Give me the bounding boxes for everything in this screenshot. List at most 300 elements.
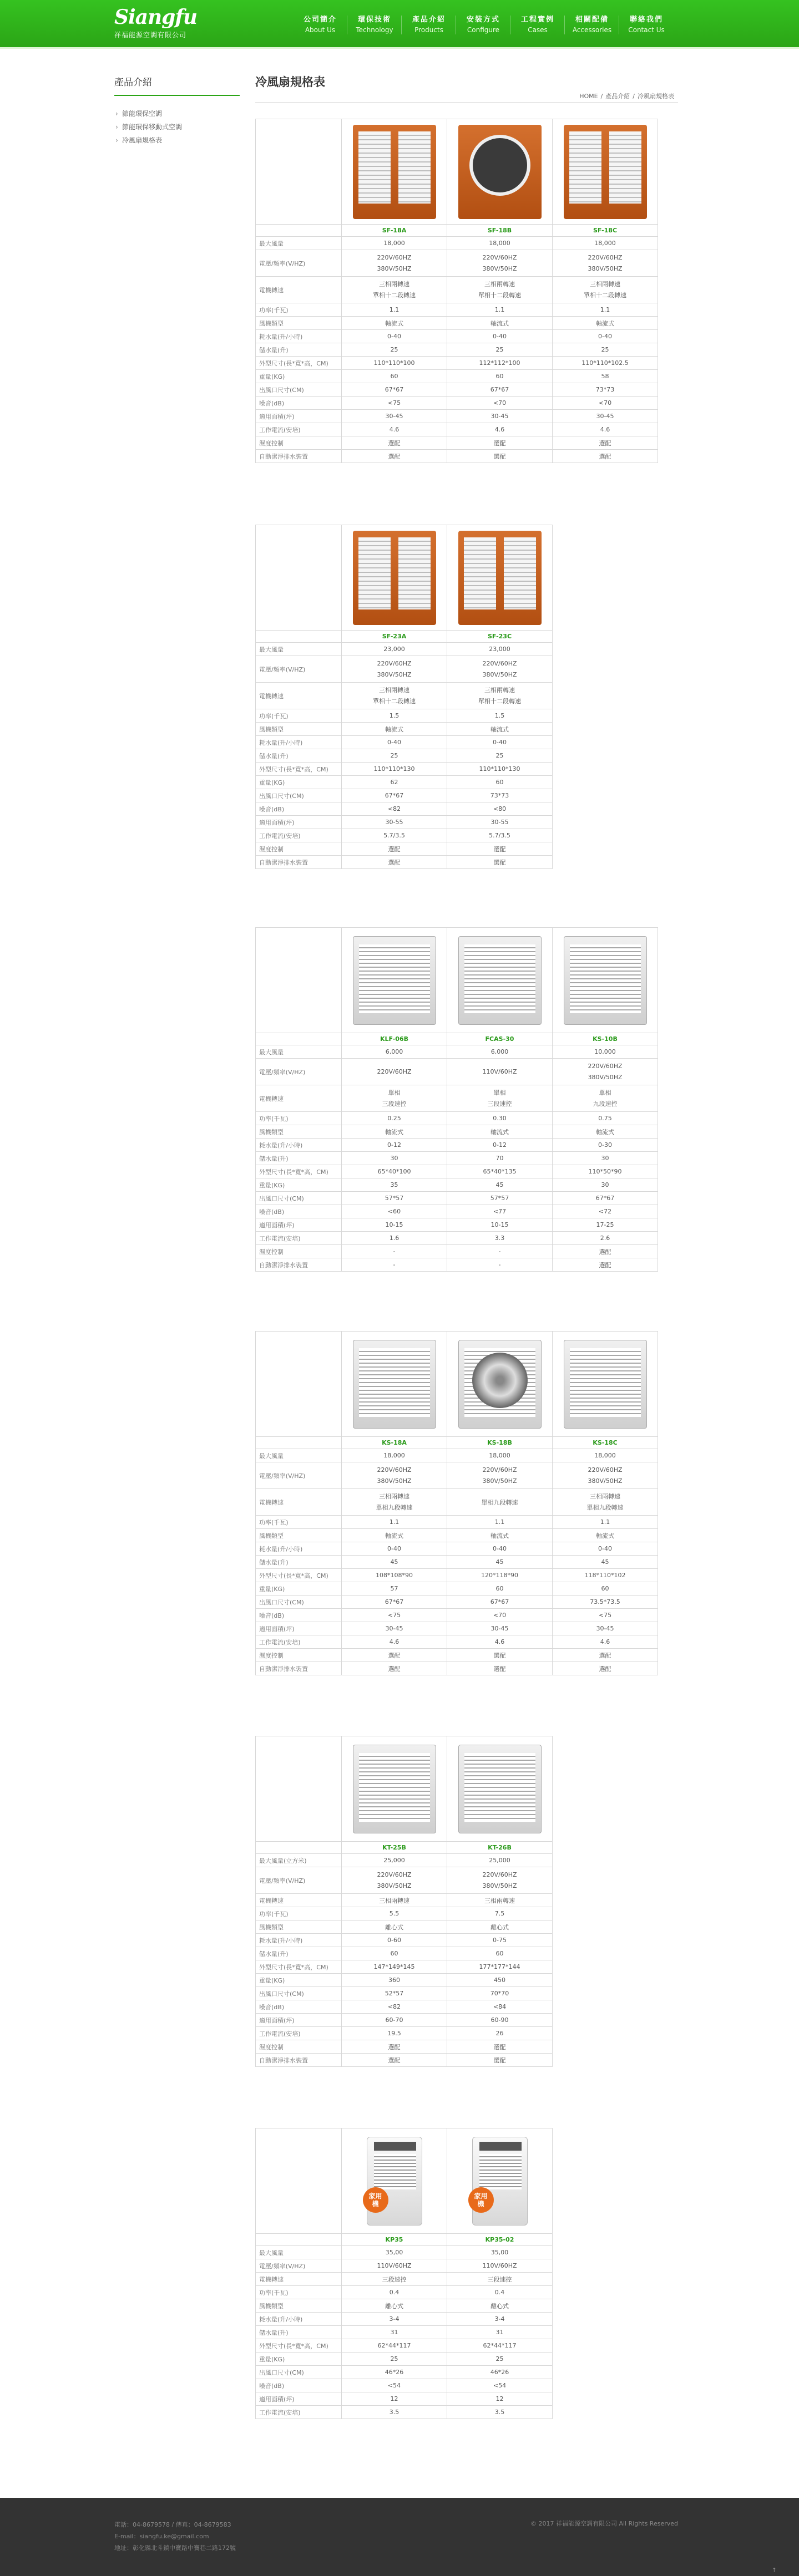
spec-label: 外型尺寸(長*寬*高，CM) (256, 1165, 342, 1178)
sidebar-title: 產品介紹 (114, 74, 240, 96)
spec-value-line: 380V/50HZ (377, 1882, 412, 1889)
spec-value-line: 三相兩轉速 (484, 686, 515, 694)
spec-value: 1.6 (342, 1232, 447, 1245)
spec-value: 60-90 (447, 2014, 553, 2027)
site-header (0, 0, 799, 49)
spec-corner-cell (256, 2128, 342, 2234)
breadcrumb-home[interactable]: HOME (579, 93, 598, 100)
spec-value: 67*67 (553, 1192, 658, 1205)
spec-value: <82 (342, 802, 447, 816)
spec-label: 重量(KG) (256, 2353, 342, 2366)
spec-label: 功率(千瓦) (256, 2286, 342, 2299)
nav-label-en: Cases (528, 26, 548, 34)
spec-corner-cell (256, 928, 342, 1033)
spec-value: 23,000 (447, 643, 553, 656)
spec-row (256, 842, 553, 856)
spec-value: 110*110*130 (447, 763, 553, 776)
spec-label: 最大風量 (256, 1449, 342, 1462)
spec-value: 45 (553, 1556, 658, 1569)
model-name: KS-10B (553, 1033, 658, 1045)
product-image (458, 936, 542, 1025)
spec-value (447, 277, 553, 303)
spec-row (256, 856, 553, 869)
spec-value (553, 1059, 658, 1085)
spec-value: 46*26 (447, 2366, 553, 2379)
sidebar-item-mobile-ac[interactable]: › 節能環保移動式空調 (114, 120, 240, 134)
spec-value (342, 277, 447, 303)
spec-value: 選配 (447, 1662, 553, 1675)
spec-value-line: 單相 (388, 1089, 401, 1096)
spec-value (447, 656, 553, 683)
spec-label: 風機類型 (256, 1529, 342, 1542)
spec-label: 自動潔淨排水裝置 (256, 1258, 342, 1272)
spec-value: 軸流式 (447, 1125, 553, 1139)
spec-value: 選配 (447, 2054, 553, 2067)
spec-row (256, 2273, 553, 2286)
spec-value: 19.5 (342, 2027, 447, 2040)
spec-label: 外型尺寸(長*寬*高，CM) (256, 763, 342, 776)
spec-row (256, 2286, 553, 2299)
spec-row (256, 370, 658, 383)
spec-corner-cell (256, 1437, 342, 1449)
spec-table (255, 2128, 553, 2419)
model-name: KS-18C (553, 1437, 658, 1449)
spec-label: 濕度控制 (256, 842, 342, 856)
spec-value (553, 277, 658, 303)
spec-label: 噪音(dB) (256, 397, 342, 410)
spec-label: 電機轉速 (256, 2273, 342, 2286)
spec-value: 30 (553, 1178, 658, 1192)
spec-value: 60 (553, 1582, 658, 1596)
spec-value-line: 九段速控 (593, 1100, 618, 1107)
nav-item-technology[interactable] (347, 13, 402, 41)
spec-label: 電壓/頻率(V/HZ) (256, 656, 342, 683)
spec-value: 67*67 (447, 383, 553, 397)
model-name: KP35 (342, 2234, 447, 2246)
spec-row (256, 423, 658, 436)
spec-value: 選配 (342, 2054, 447, 2067)
spec-value: 3-4 (447, 2313, 553, 2326)
footer-email[interactable]: E-mail：siangfu.ke@gmail.com (114, 2533, 209, 2540)
spec-corner-cell (256, 525, 342, 631)
product-image (472, 2137, 528, 2226)
nav-item-configure[interactable] (456, 13, 510, 41)
spec-value: 軸流式 (447, 723, 553, 736)
site-footer (0, 2498, 799, 2576)
spec-label: 出風口尺寸(CM) (256, 789, 342, 802)
spec-value: 110V/60HZ (447, 1059, 553, 1085)
model-name: SF-18C (553, 225, 658, 237)
spec-value (447, 250, 553, 277)
spec-value: 360 (342, 1974, 447, 1987)
spec-label: 風機類型 (256, 723, 342, 736)
spec-row (256, 1569, 658, 1582)
spec-table (255, 1331, 658, 1675)
spec-row (256, 277, 658, 303)
spec-value: 17-25 (553, 1218, 658, 1232)
spec-value (342, 250, 447, 277)
spec-value: 選配 (447, 450, 553, 463)
spec-row (256, 1085, 658, 1112)
title-divider (255, 102, 678, 103)
spec-row (256, 1960, 553, 1974)
spec-value: 30-55 (342, 816, 447, 829)
back-to-top-icon[interactable]: ↑ (771, 2567, 777, 2574)
spec-row (256, 397, 658, 410)
spec-value: 軸流式 (447, 1529, 553, 1542)
spec-value: 60-70 (342, 2014, 447, 2027)
spec-row (256, 1232, 658, 1245)
model-name: KS-18A (342, 1437, 447, 1449)
spec-label: 最大風量 (256, 2246, 342, 2259)
spec-value: <72 (553, 1205, 658, 1218)
spec-value: 67*67 (342, 1596, 447, 1609)
spec-row (256, 802, 553, 816)
spec-value-line: 三相兩轉速 (379, 280, 409, 288)
spec-value: 選配 (447, 1649, 553, 1662)
spec-value: 30-45 (342, 1622, 447, 1635)
spec-row (256, 763, 553, 776)
spec-row (256, 317, 658, 330)
spec-value: 三段速控 (447, 2273, 553, 2286)
spec-label: 噪音(dB) (256, 1205, 342, 1218)
nav-label-en: About Us (305, 26, 336, 34)
spec-label: 自動潔淨排水裝置 (256, 1662, 342, 1675)
spec-value: 23,000 (342, 643, 447, 656)
spec-label: 儲水量(升) (256, 749, 342, 763)
sidebar-item-spec-table[interactable]: › 冷風扇規格表 (114, 134, 240, 147)
product-image-cell (342, 119, 447, 225)
spec-value: 0-12 (342, 1139, 447, 1152)
spec-value-line: 單相十二段轉速 (478, 697, 521, 705)
spec-row (256, 2313, 553, 2326)
spec-value: 三相兩轉速 (447, 1894, 553, 1907)
spec-value: 60 (447, 1582, 553, 1596)
spec-row (256, 1649, 658, 1662)
spec-value: 52*57 (342, 1987, 447, 2000)
spec-value: 1.1 (447, 303, 553, 317)
spec-value: 30-55 (447, 816, 553, 829)
tag-line: 機 (372, 2199, 379, 2208)
spec-value: 120*118*90 (447, 1569, 553, 1582)
spec-table (255, 119, 658, 463)
spec-value: 0-40 (447, 330, 553, 343)
spec-value (447, 1867, 553, 1894)
spec-label: 重量(KG) (256, 370, 342, 383)
spec-value-line: 380V/50HZ (588, 265, 623, 272)
spec-value: 選配 (342, 1649, 447, 1662)
spec-value: 選配 (447, 436, 553, 450)
product-image-cell (342, 2128, 447, 2234)
spec-value: 5.7/3.5 (342, 829, 447, 842)
spec-value: 0-40 (342, 330, 447, 343)
spec-value: 4.6 (553, 423, 658, 436)
spec-row (256, 789, 553, 802)
spec-value: 35,00 (342, 2246, 447, 2259)
main-nav (293, 13, 674, 41)
spec-label: 電壓/頻率(V/HZ) (256, 1059, 342, 1085)
spec-value: 30 (553, 1152, 658, 1165)
spec-label: 噪音(dB) (256, 2000, 342, 2014)
spec-value: 118*110*102 (553, 1569, 658, 1582)
spec-value-line: 380V/50HZ (482, 265, 517, 272)
breadcrumb-products[interactable]: 產品介紹 (605, 93, 630, 100)
spec-value: 30-45 (342, 410, 447, 423)
nav-item-products[interactable] (402, 13, 456, 41)
spec-value: 選配 (342, 436, 447, 450)
spec-value: 25,000 (447, 1854, 553, 1867)
spec-row (256, 829, 553, 842)
spec-label: 重量(KG) (256, 776, 342, 789)
spec-label: 適用面積(坪) (256, 410, 342, 423)
spec-value: 60 (447, 776, 553, 789)
spec-value: 選配 (553, 436, 658, 450)
spec-value: 73*73 (447, 789, 553, 802)
spec-row (256, 1947, 553, 1960)
spec-value: 73.5*73.5 (553, 1596, 658, 1609)
spec-value: 軸流式 (342, 723, 447, 736)
spec-label: 儲水量(升) (256, 1556, 342, 1569)
spec-corner-cell (256, 119, 342, 225)
spec-value-line: 220V/60HZ (377, 253, 412, 261)
sidebar-list (114, 107, 240, 147)
spec-value: 62*44*117 (342, 2339, 447, 2353)
nav-item-cases[interactable] (510, 13, 565, 41)
spec-value: 12 (342, 2392, 447, 2406)
spec-value: 110*110*102.5 (553, 357, 658, 370)
spec-label: 濕度控制 (256, 1245, 342, 1258)
spec-label: 適用面積(坪) (256, 1218, 342, 1232)
spec-label: 最大風量(立方米) (256, 1854, 342, 1867)
spec-value-line: 單相十二段轉速 (373, 697, 416, 705)
spec-row (256, 2040, 553, 2054)
spec-value-line: 單相十二段轉速 (584, 291, 626, 299)
spec-value: 離心式 (447, 2299, 553, 2313)
product-image-cell (447, 525, 553, 631)
nav-item-accessories[interactable] (565, 13, 619, 41)
spec-value: 57*57 (447, 1192, 553, 1205)
spec-value-line: 三段速控 (487, 1100, 512, 1107)
spec-value: 4.6 (447, 1635, 553, 1649)
spec-value: 112*112*100 (447, 357, 553, 370)
household-tag (468, 2187, 494, 2213)
spec-row (256, 1556, 658, 1569)
product-image (367, 2137, 422, 2226)
spec-value: 選配 (447, 856, 553, 869)
spec-value-line: 380V/50HZ (588, 1073, 623, 1081)
spec-value-line: 220V/60HZ (588, 1062, 623, 1070)
spec-row (256, 330, 658, 343)
spec-value: 45 (447, 1556, 553, 1569)
spec-value-line: 220V/60HZ (588, 1466, 623, 1474)
spec-value-line: 單相 (493, 1089, 506, 1096)
spec-row (256, 709, 553, 723)
nav-label: 安裝方式 (466, 16, 500, 24)
spec-value: 0.75 (553, 1112, 658, 1125)
spec-value: 0.4 (342, 2286, 447, 2299)
spec-value: 108*108*90 (342, 1569, 447, 1582)
spec-value: 10,000 (553, 1045, 658, 1059)
spec-value: 18,000 (447, 1449, 553, 1462)
spec-value: 25 (447, 749, 553, 763)
spec-row (256, 1582, 658, 1596)
spec-value: 6,000 (447, 1045, 553, 1059)
spec-value: 選配 (342, 842, 447, 856)
product-image-cell (553, 119, 658, 225)
spec-corner-cell (256, 225, 342, 237)
spec-label: 重量(KG) (256, 1974, 342, 1987)
footer-address: 地址：彰化縣北斗鎮中寶路中寶巷二路172號 (114, 2544, 236, 2552)
sidebar-item-energy-ac[interactable]: › 節能環保空調 (114, 107, 240, 120)
spec-row (256, 2379, 553, 2392)
spec-value: 220V/60HZ (342, 1059, 447, 1085)
spec-value: <75 (553, 1609, 658, 1622)
nav-label: 工程實例 (520, 16, 554, 24)
spec-value: 3.5 (447, 2406, 553, 2419)
footer-contact (114, 2519, 236, 2554)
spec-value: 26 (447, 2027, 553, 2040)
spec-value-line: 三段速控 (382, 1100, 407, 1107)
tag-line: 家用 (368, 2192, 382, 2200)
spec-label: 適用面積(坪) (256, 1622, 342, 1635)
spec-label: 電機轉速 (256, 1489, 342, 1516)
spec-label: 工作電流(安培) (256, 2027, 342, 2040)
spec-value: 1.1 (553, 1516, 658, 1529)
spec-value: 70*70 (447, 1987, 553, 2000)
spec-label: 耗水量(升/小時) (256, 2313, 342, 2326)
spec-row (256, 749, 553, 763)
spec-value-line: 單相十二段轉速 (373, 291, 416, 299)
spec-value: <54 (447, 2379, 553, 2392)
spec-row (256, 2366, 553, 2379)
spec-label: 工作電流(安培) (256, 829, 342, 842)
spec-value: 450 (447, 1974, 553, 1987)
spec-value: <77 (447, 1205, 553, 1218)
spec-corner-cell (256, 1033, 342, 1045)
spec-value: 3.3 (447, 1232, 553, 1245)
spec-row (256, 1854, 553, 1867)
spec-row (256, 303, 658, 317)
spec-value: 46*26 (342, 2366, 447, 2379)
spec-row (256, 436, 658, 450)
spec-label: 電壓/頻率(V/HZ) (256, 2259, 342, 2273)
spec-label: 濕度控制 (256, 2040, 342, 2054)
nav-item-contact[interactable] (619, 13, 674, 41)
spec-value: <80 (447, 802, 553, 816)
spec-value: <82 (342, 2000, 447, 2014)
product-image (353, 1340, 436, 1429)
spec-value: 62 (342, 776, 447, 789)
spec-row (256, 2054, 553, 2067)
model-name: FCAS-30 (447, 1033, 553, 1045)
spec-row (256, 1867, 553, 1894)
spec-value: 4.6 (447, 423, 553, 436)
spec-value-line: 380V/50HZ (377, 670, 412, 678)
spec-value: 離心式 (342, 2299, 447, 2313)
spec-value: 45 (447, 1178, 553, 1192)
spec-value: <54 (342, 2379, 447, 2392)
spec-row (256, 410, 658, 423)
nav-label-en: Configure (467, 26, 500, 34)
spec-value: 0-40 (447, 1542, 553, 1556)
spec-row (256, 1152, 658, 1165)
model-name: SF-18A (342, 225, 447, 237)
spec-value: 25 (342, 343, 447, 357)
spec-value (342, 1462, 447, 1489)
footer-copyright: © 2017 祥福能源空調有限公司 All Rights Reserved (530, 2520, 678, 2527)
spec-value: 0-40 (447, 736, 553, 749)
nav-label-en: Contact Us (628, 26, 665, 34)
spec-value: 30-45 (447, 410, 553, 423)
spec-value: - (342, 1258, 447, 1272)
spec-value (342, 656, 447, 683)
spec-row (256, 1894, 553, 1907)
spec-value: 62*44*117 (447, 2339, 553, 2353)
spec-value: 18,000 (342, 237, 447, 250)
spec-label: 電機轉速 (256, 1894, 342, 1907)
spec-value-line: 220V/60HZ (482, 253, 517, 261)
spec-value: 4.6 (342, 423, 447, 436)
product-image (458, 1745, 542, 1833)
spec-row (256, 1662, 658, 1675)
spec-value-line: 220V/60HZ (377, 1466, 412, 1474)
model-name: KS-18B (447, 1437, 553, 1449)
spec-value: 25 (553, 343, 658, 357)
spec-row (256, 250, 658, 277)
spec-value: 25 (447, 2353, 553, 2366)
spec-value: 6,000 (342, 1045, 447, 1059)
spec-value: 45 (342, 1556, 447, 1569)
spec-row (256, 643, 553, 656)
spec-value: 4.6 (553, 1635, 658, 1649)
spec-row (256, 1907, 553, 1920)
spec-label: 功率(千瓦) (256, 709, 342, 723)
spec-value: 軸流式 (553, 1125, 658, 1139)
spec-value: 65*40*100 (342, 1165, 447, 1178)
spec-value: - (447, 1258, 553, 1272)
nav-item-about[interactable] (293, 13, 347, 41)
spec-corner-cell (256, 1332, 342, 1437)
spec-label: 工作電流(安培) (256, 1635, 342, 1649)
spec-value: <75 (342, 397, 447, 410)
spec-value: 73*73 (553, 383, 658, 397)
household-tag (363, 2187, 388, 2213)
spec-label: 儲水量(升) (256, 1947, 342, 1960)
spec-value-line: 單相九段轉速 (376, 1503, 413, 1511)
spec-table (255, 1736, 553, 2067)
spec-value: 30-45 (447, 1622, 553, 1635)
spec-value (342, 1867, 447, 1894)
breadcrumb: HOME / 產品介紹 / 冷風扇規格表 (579, 93, 674, 100)
spec-value (447, 1462, 553, 1489)
spec-table (255, 927, 658, 1272)
spec-value-line: 220V/60HZ (377, 1871, 412, 1878)
product-image-cell (342, 525, 447, 631)
spec-row (256, 1165, 658, 1178)
spec-value: 選配 (342, 2040, 447, 2054)
nav-label: 相關配備 (575, 16, 609, 24)
spec-value: 2.6 (553, 1232, 658, 1245)
spec-row (256, 2353, 553, 2366)
nav-label-en: Technology (356, 26, 393, 34)
spec-value: <70 (447, 397, 553, 410)
model-name: SF-18B (447, 225, 553, 237)
spec-value-line: 220V/60HZ (482, 1466, 517, 1474)
nav-label-en: Accessories (572, 26, 612, 34)
spec-value: 7.5 (447, 1907, 553, 1920)
spec-label: 自動潔淨排水裝置 (256, 2054, 342, 2067)
site-logo[interactable] (114, 6, 203, 42)
